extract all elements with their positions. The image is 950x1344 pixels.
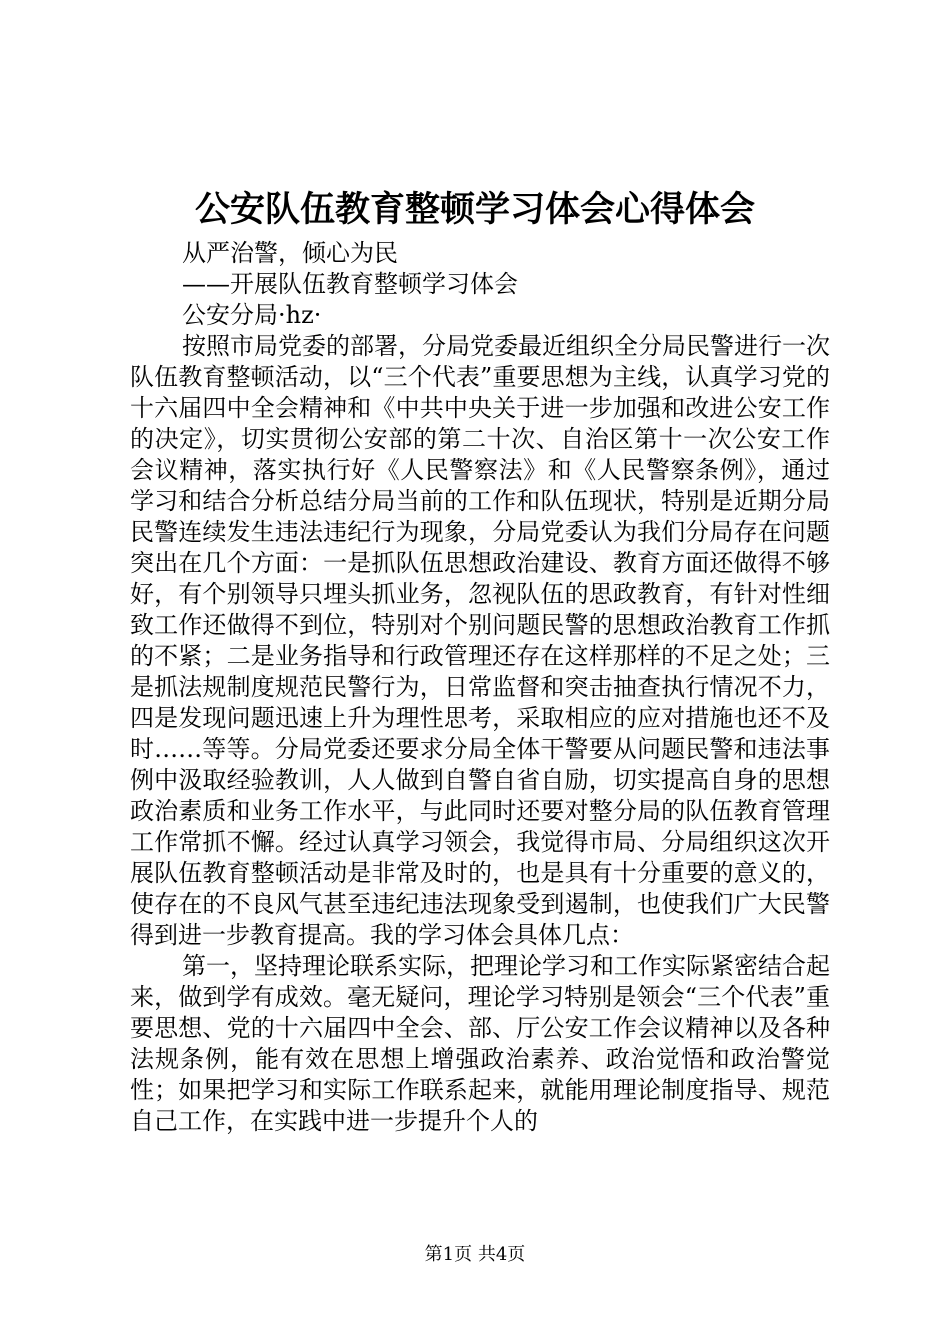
subtitle-line: 从严治警，倾心为民 — [182, 239, 398, 267]
author-line: 公安分局·hz· — [182, 301, 322, 329]
subtitle-line: ——开展队伍教育整顿学习体会 — [182, 270, 518, 298]
body-paragraph: 按照市局党委的部署，分局党委最近组织全分局民警进行一次队伍教育整顿活动，以“三个代表”重要思想为主线，认真学习党的十六届四中全会精神和《中共中央关于进一步加强和改进公安工作的决定》，切实贯彻公安部的第二十次、自治区第十一次公安工作会议精神，落实执行好《人民警察法》和《人民警察条例》，通过学习和结合分析总结分局当前的工作和队伍现状，特别是近期分局民警连续发生违法违纪行为现象，分局党委认为我们分局存在问题突出在几个方面：一是抓队伍思想政治建设、教育方面还做得不够好，有个别领导只埋头抓业务，忽视队伍的思政教育，有针对性细致工作还做得不到位，特别对个别问题民警的思想政治教育工作抓的不紧；二是业务指导和行政管理还存在这样那样的不足之处；三是抓法规制度规范民警行为，日常监督和突击抽查执行情况不力，四是发现问题迅速上升为理性思考，采取相应的应对措施也还不及时……等等。分局党委还要求分局全体干警要从问题民警和违法事例中汲取经验教训，人人做到自警自省自励，切实提高自身的思想政治素质和业务工作水平，与此同时还要对整分局的队伍教育管理工作常抓不懈。经过认真学习领会，我觉得市局、分局组织这次开展队伍教育整顿活动是非常及时的，也是具有十分重要的意义的，使存在的不良风气甚至违纪违法现象受到遏制，也使我们广大民警得到进一步教育提高。我的学习体会具体几点： — [130, 332, 830, 949]
body-paragraph: 第一，坚持理论联系实际，把理论学习和工作实际紧密结合起来，做到学有成效。毫无疑问，理论学习特别是领会“三个代表”重要思想、党的十六届四中全会、部、厅公安工作会议精神以及各种法规条例，能有效在思想上增强政治素养、政治觉悟和政治警觉性；如果把学习和实际工作联系起来，就能用理论制度指导、规范自己工作，在实践中进一步提升个人的 — [130, 952, 830, 1135]
document-title: 公安队伍教育整顿学习体会心得体会 — [194, 189, 755, 230]
document-body — [130, 238, 830, 1137]
page-footer: 第1页 共4页 — [424, 1244, 526, 1265]
